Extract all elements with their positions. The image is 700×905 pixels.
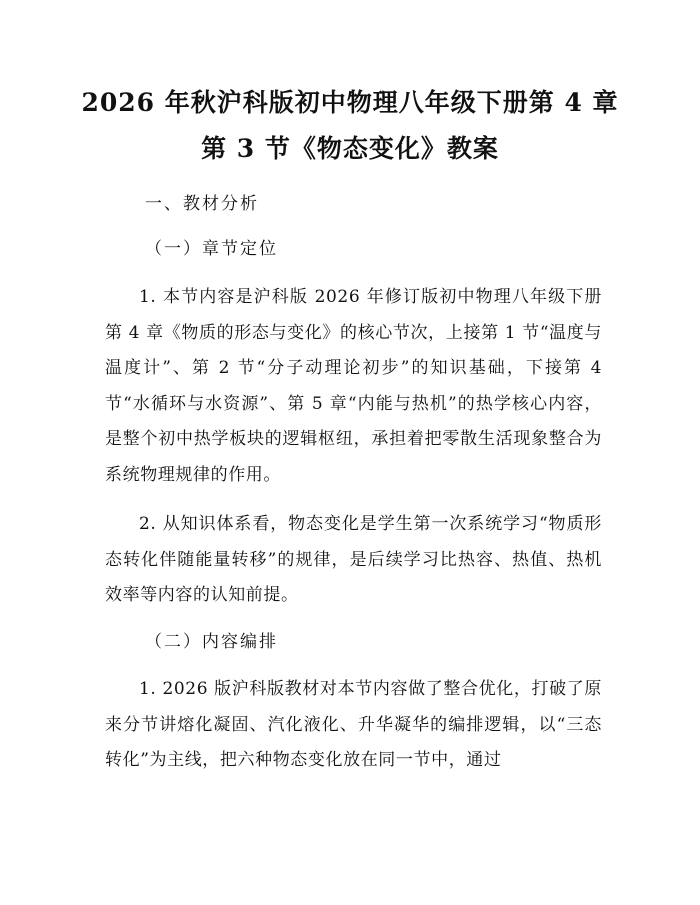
paragraph-2: 2. 从知识体系看，物态变化是学生第一次系统学习“物质形态转化伴随能量转移”的规律，是后续学习比热容、热值、热机效率等内容的认知前提。 — [105, 514, 602, 605]
paragraph-1: 1. 本节内容是沪科版 2026 年修订版初中物理八年级下册第 4 章《物质的形态与变化》的核心节次，上接第 1 节“温度与温度计”、第 2 节“分子动理论初步”的知识基础，下接第 4 节“水循环与水资源”、第 5 章“内能与热机”的热学核心内容，是整个初中热学板块的逻辑枢纽，承担着把零散生活现象整合为系统物理规律的作用。 — [105, 287, 602, 485]
section-heading-textbook-analysis: 一、教材分析 — [145, 194, 259, 214]
subsection-heading-content-arrangement: （二）内容编排 — [145, 632, 278, 652]
paragraph-3: 1. 2026 版沪科版教材对本节内容做了整合优化，打破了原来分节讲熔化凝固、汽化液化、升华凝华的编排逻辑，以“三态转化”为主线，把六种物态变化放在同一节中，通过 — [105, 679, 602, 770]
document-title-line-1: 2026 年秋沪科版初中物理八年级下册第 4 章 — [81, 88, 619, 117]
document-title-line-2: 第 3 节《物态变化》教案 — [201, 134, 499, 163]
subsection-heading-chapter-position: （一）章节定位 — [145, 239, 278, 259]
